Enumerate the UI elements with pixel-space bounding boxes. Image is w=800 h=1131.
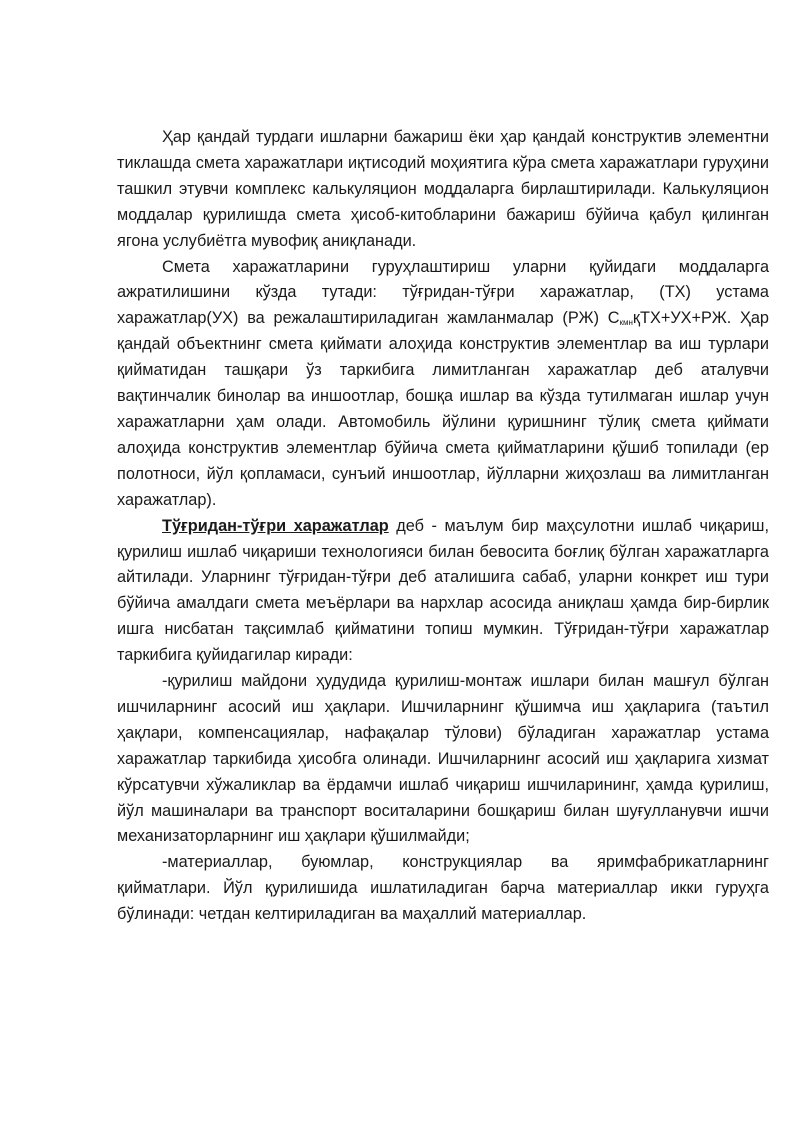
paragraph-direct-costs xyxy=(117,514,769,669)
direct-costs-definition: деб - маълум бир маҳсулотни ишлаб чиқариш, қурилиш ишлаб чиқариши технологияси билан бевосита боғлиқ бўлган харажатларга айтилади. Уларнинг тўғридан-тўғри деб аталишига сабаб, уларни конкрет иш тури бўйича амалдаги смета меъёрлари ва нархлар асосида аниқлаш ҳамда бир-бирлик ишга нисбатан тақсимлаб қийматини топиш мумкин. Тўғридан-тўғри харажатлар таркибига қуйидагилар киради: xyxy=(117,516,770,665)
paragraph-materials-item: -материаллар, буюмлар, конструкциялар ва яримфабрикатларнинг қийматлари. Йўл қурилишида ишлатиладиган барча материаллар икки гуруҳга бўлинади: четдан келтириладиган ва маҳаллий материаллар. xyxy=(117,853,769,924)
paragraph-calculation-items: Ҳар қандай турдаги ишларни бажариш ёки ҳар қандай конструктив элементни тиклашда смета харажатлари иқтисодий моҳиятига кўра смета харажатлари гуруҳини ташкил этувчи комплекс калькуляцион моддаларга бирлаштирилади. Калькуляцион моддалар қурилишда смета ҳисоб-китобларини бажариш бўйича қабул қилинган ягона услубиётга мувофиқ аниқланади. xyxy=(117,128,769,250)
formula-subscript: кмн xyxy=(619,318,633,328)
document-body xyxy=(117,125,769,928)
cost-grouping-text: Смета харажатларини гуруҳлаштириш уларни қуйидаги моддаларга ажратилишини кўзда тутади: тўғридан-тўғри харажатлар, (ТХ) устама харажатлар(УХ) ва режалаштириладиган жамланмалар (РЖ) С xyxy=(117,257,769,328)
cost-grouping-text-continued: қТХ+УХ+РЖ. Ҳар қандай объектнинг смета қиймати алоҳида конструктив элементлар ва иш турлари қийматидан ташқари ўз таркибига лимитланган харажатлар деб аталувчи вақтинчалик бинолар ва иншоотлар, бошқа ишлар ва кўзда тутилмаган ишлар учун харажатларни ҳам олади. Автомобиль йўлини қуришнинг тўлиқ смета қиймати алоҳида конструктив элементлар бўйича смета қийматларини қўшиб топилади (ер полотноси, йўл қопламаси, сунъий иншоотлар, йўлларни жиҳозлаш ва лимитланган харажатлар). xyxy=(117,309,769,509)
paragraph-wages-item: -қурилиш майдони ҳудудида қурилиш-монтаж ишлари билан машғул бўлган ишчиларнинг асосий иш ҳақлари. Ишчиларнинг қўшимча иш ҳақларига (таътил ҳақлари, компенсациялар, нафақалар тўлови) бўладиган харажатлар устама харажатлар таркибида ҳисобга олинади. Ишчиларнинг асосий иш ҳақларига хизмат кўрсатувчи хўжаликлар ва ёрдамчи ишлаб чиқариш ишчиларининг, ҳамда қурилиш, йўл машиналари ва транспорт воситаларини бошқариш билан шуғулланувчи ишчи механизаторларнинг иш ҳақлари қўшилмайди; xyxy=(117,672,769,846)
direct-costs-term: Тўғридан-тўғри харажатлар xyxy=(162,516,389,535)
paragraph-cost-grouping xyxy=(117,255,769,514)
